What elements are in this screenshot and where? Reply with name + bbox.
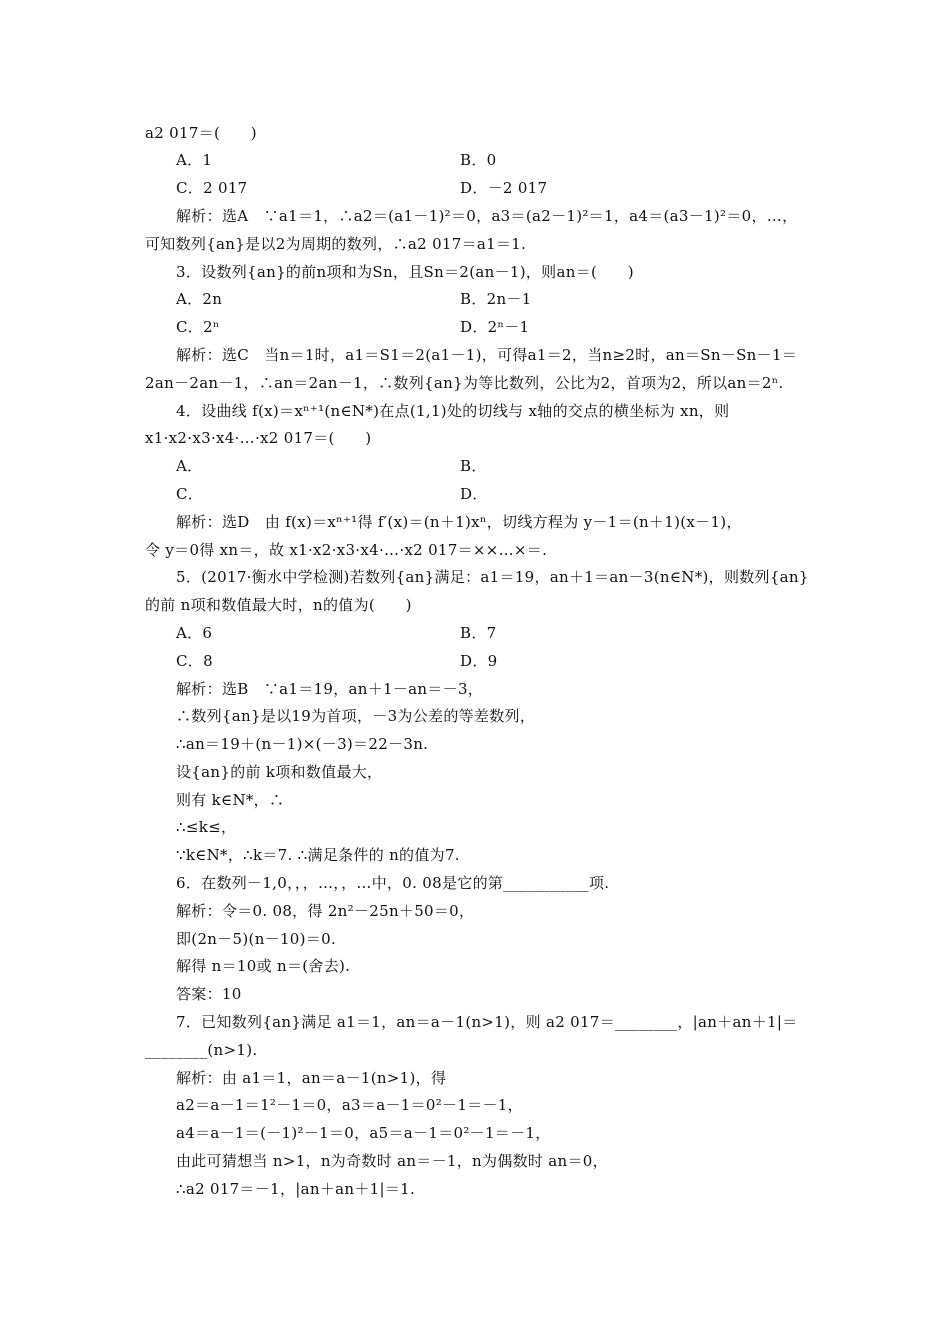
text-line: ________(n>1).: [145, 1041, 258, 1059]
text-line: 解析：令＝0. 08，得 2n²－25n＋50＝0，: [176, 902, 475, 920]
option-d: D．: [460, 485, 488, 503]
option-a: A．6: [176, 624, 213, 642]
question-5: 5．(2017·衡水中学检测)若数列{an}满足：a1＝19，an＋1＝an－3(n∈N*)，则数列{an}: [176, 568, 809, 586]
text-line: 可知数列{an}是以2为周期的数列，∴a2 017＝a1＝1.: [145, 235, 527, 253]
option-b: B．2n－1: [460, 290, 532, 308]
question-4: 4．设曲线 f(x)＝xⁿ⁺¹(n∈N*)在点(1,1)处的切线与 x轴的交点的横坐标为 xn，则: [176, 402, 730, 420]
text-line: 的前 n项和数值最大时，n的值为( ): [145, 596, 412, 614]
option-a: A．: [176, 457, 203, 475]
option-d: D．9: [460, 652, 498, 670]
text-line: ∴≤k≤，: [176, 818, 237, 836]
option-c: C．2 017: [176, 179, 248, 197]
text-line: ∴数列{an}是以19为首项，－3为公差的等差数列，: [176, 707, 536, 725]
text-line: 设{an}的前 k项和数值最大，: [176, 763, 383, 781]
text-line: x1·x2·x3·x4·…·x2 017＝( ): [145, 429, 372, 447]
option-c: C．2ⁿ: [176, 318, 220, 336]
option-d: D．－2 017: [460, 179, 548, 197]
option-c: C．: [176, 485, 204, 503]
option-b: B．0: [460, 151, 497, 169]
option-a: A．1: [176, 151, 213, 169]
option-b: B．7: [460, 624, 497, 642]
question-7: 7．已知数列{an}满足 a1＝1，an＝a－1(n>1)，则 a2 017＝________，|an＋an＋1|＝: [176, 1013, 798, 1031]
text-line: 解析：选C 当n＝1时，a1＝S1＝2(a1－1)，可得a1＝2，当n≥2时，an＝Sn－Sn－1＝: [176, 346, 798, 364]
text-line: 解析：选D 由 f(x)＝xⁿ⁺¹得 f′(x)＝(n＋1)xⁿ，切线方程为 y－1＝(n＋1)(x－1)，: [176, 513, 742, 531]
text-line: 即(2n－5)(n－10)＝0.: [176, 930, 337, 948]
text-line: ∵k∈N*，∴k＝7. ∴满足条件的 n的值为7.: [176, 846, 460, 864]
text-line: a2 017＝( ): [145, 124, 257, 142]
question-3: 3．设数列{an}的前n项和为Sn，且Sn＝2(an－1)，则an＝( ): [176, 263, 634, 281]
text-line: a2＝a－1＝1²－1＝0，a3＝a－1＝0²－1＝－1，: [176, 1096, 523, 1114]
text-line: 解得 n＝10或 n＝(舍去).: [176, 957, 351, 975]
text-line: 由此可猜想当 n>1，n为奇数时 an＝－1，n为偶数时 an＝0，: [176, 1152, 608, 1170]
option-c: C．8: [176, 652, 213, 670]
text-line: 解析：选A ∵a1＝1，∴a2＝(a1－1)²＝0，a3＝(a2－1)²＝1，a4＝(a3－1)²＝0，…，: [176, 207, 798, 225]
text-line: 解析：由 a1＝1，an＝a－1(n>1)，得: [176, 1069, 447, 1087]
answer-line: 答案：10: [176, 985, 242, 1003]
question-6: 6．在数列－1,0，，，…，，…中，0. 08是它的第___________项.: [176, 874, 610, 892]
option-d: D．2ⁿ－1: [460, 318, 530, 336]
text-line: 则有 k∈N*，∴: [176, 791, 285, 809]
text-line: 2an－2an－1，∴an＝2an－1，∴数列{an}为等比数列，公比为2，首项为2，所以an＝2ⁿ.: [145, 374, 784, 392]
option-a: A．2n: [176, 290, 223, 308]
text-line: 令 y＝0得 xn＝，故 x1·x2·x3·x4·…·x2 017＝××…×＝.: [145, 541, 548, 559]
text-line: ∴a2 017＝－1，|an＋an＋1|＝1.: [176, 1180, 416, 1198]
text-line: a4＝a－1＝(－1)²－1＝0，a5＝a－1＝0²－1＝－1，: [176, 1124, 551, 1142]
option-b: B．: [460, 457, 487, 475]
text-line: 解析：选B ∵a1＝19，an＋1－an＝－3，: [176, 680, 484, 698]
text-line: ∴an＝19＋(n－1)×(－3)＝22－3n.: [176, 735, 429, 753]
